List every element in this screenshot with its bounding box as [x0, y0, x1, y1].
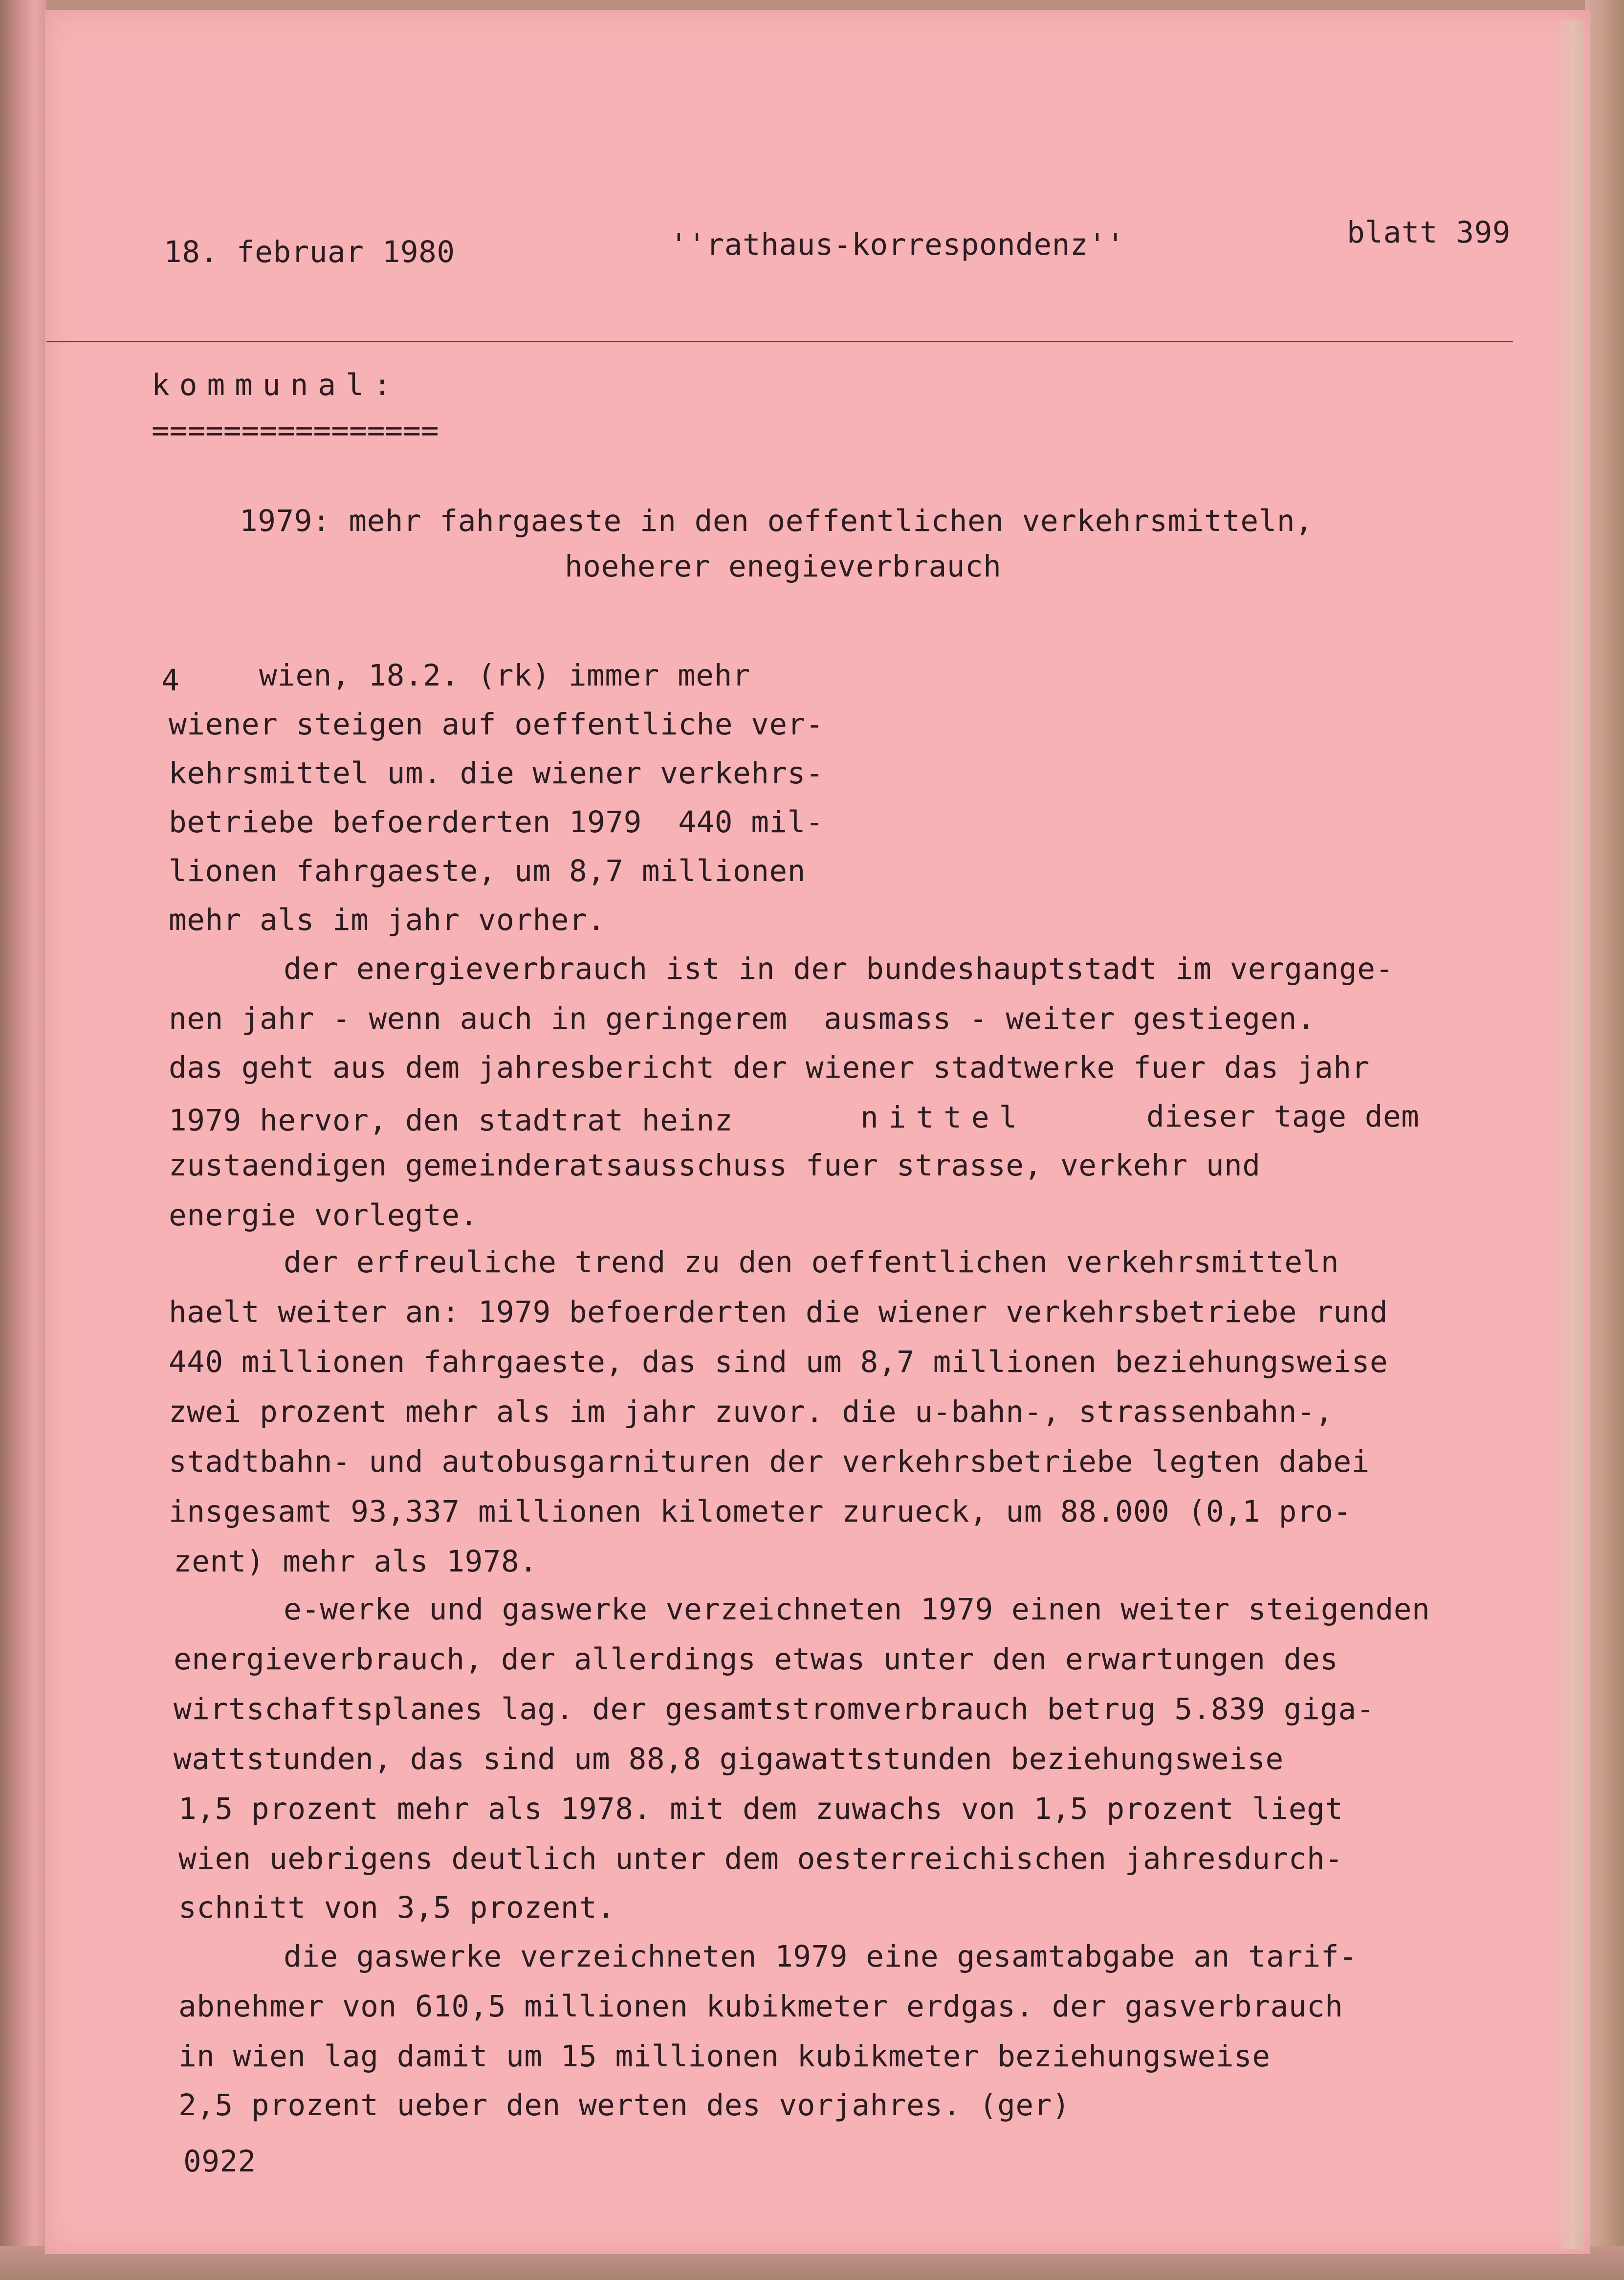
body-line: mehr als im jahr vorher. [169, 903, 606, 937]
section-heading: kommunal: [152, 368, 401, 402]
page-marker: 4 [161, 663, 180, 698]
body-line: zwei prozent mehr als im jahr zuvor. die u-bahn-, strassenbahn-, [169, 1395, 1334, 1429]
body-line: zent) mehr als 1978. [174, 1544, 538, 1579]
body-line: wirtschaftsplanes lag. der gesamtstromverbrauch betrug 5.839 giga- [174, 1692, 1375, 1727]
article-title-line-1: 1979: mehr fahrgaeste in den oeffentlichen verkehrsmitteln, [240, 504, 1314, 538]
body-line: haelt weiter an: 1979 befoerderten die wiener verkehrsbetriebe rund [169, 1295, 1388, 1329]
header-publication: ''rathaus-korrespondenz'' [670, 227, 1125, 262]
page-right-shadow [1555, 20, 1584, 2249]
header-sheet-number: blatt 399 [1347, 215, 1511, 250]
body-line: energieverbrauch, der allerdings etwas unter den erwartungen des [174, 1642, 1339, 1677]
section-heading-underline: ================ [152, 413, 439, 448]
body-line: energie vorlegte. [169, 1198, 478, 1233]
body-line: abnehmer von 610,5 millionen kubikmeter erdgas. der gasverbrauch [178, 1989, 1343, 2024]
body-line: der energieverbrauch ist in der bundeshauptstadt im vergange- [284, 952, 1394, 986]
body-line: stadtbahn- und autobusgarnituren der verkehrsbetriebe legten dabei [169, 1444, 1370, 1479]
body-line: wattstunden, das sind um 88,8 gigawattstunden beziehungsweise [174, 1742, 1284, 1776]
body-line: zustaendigen gemeinderatsausschuss fuer strasse, verkehr und [169, 1148, 1261, 1183]
article-title-line-2: hoeherer enegieverbrauch [565, 549, 1002, 584]
header-date: 18. februar 1980 [164, 235, 455, 269]
body-line: 1,5 prozent mehr als 1978. mit dem zuwachs von 1,5 prozent liegt [178, 1792, 1343, 1826]
body-line: 440 millionen fahrgaeste, das sind um 8,7 millionen beziehungsweise [169, 1345, 1388, 1379]
body-line: betriebe befoerderten 1979 440 mil- [169, 805, 824, 840]
body-line: lionen fahrgaeste, um 8,7 millionen [169, 854, 806, 888]
body-line: schnitt von 3,5 prozent. [178, 1890, 615, 1925]
body-line: insgesamt 93,337 millionen kilometer zurueck, um 88.000 (0,1 pro- [169, 1494, 1352, 1529]
body-line: wien uebrigens deutlich unter dem oesterreichischen jahresdurch- [178, 1841, 1343, 1876]
footer-code: 0922 [183, 2144, 256, 2179]
councillor-name: nittel [860, 1100, 1027, 1135]
body-line: dieser tage dem [1146, 1099, 1420, 1134]
header-rule [46, 341, 1513, 342]
body-line: die gaswerke verzeichneten 1979 eine gesamtabgabe an tarif- [284, 1939, 1358, 1974]
body-line: 1979 hervor, den stadtrat heinz [169, 1103, 733, 1138]
body-line: wiener steigen auf oeffentliche ver- [169, 707, 824, 742]
body-line: e-werke und gaswerke verzeichneten 1979 einen weiter steigenden [284, 1592, 1430, 1627]
body-line: nen jahr - wenn auch in geringerem ausmass - weiter gestiegen. [169, 1001, 1316, 1036]
body-line: wien, 18.2. (rk) immer mehr [259, 658, 751, 693]
body-line: das geht aus dem jahresbericht der wiener stadtwerke fuer das jahr [169, 1050, 1370, 1085]
binding-edge [0, 0, 46, 2280]
body-line: kehrsmittel um. die wiener verkehrs- [169, 756, 824, 791]
body-line: 2,5 prozent ueber den werten des vorjahres. (ger) [178, 2088, 1071, 2123]
body-line: der erfreuliche trend zu den oeffentlichen verkehrsmitteln [284, 1245, 1339, 1280]
body-line: in wien lag damit um 15 millionen kubikmeter beziehungsweise [178, 2039, 1271, 2074]
page-edge [1585, 0, 1624, 2280]
